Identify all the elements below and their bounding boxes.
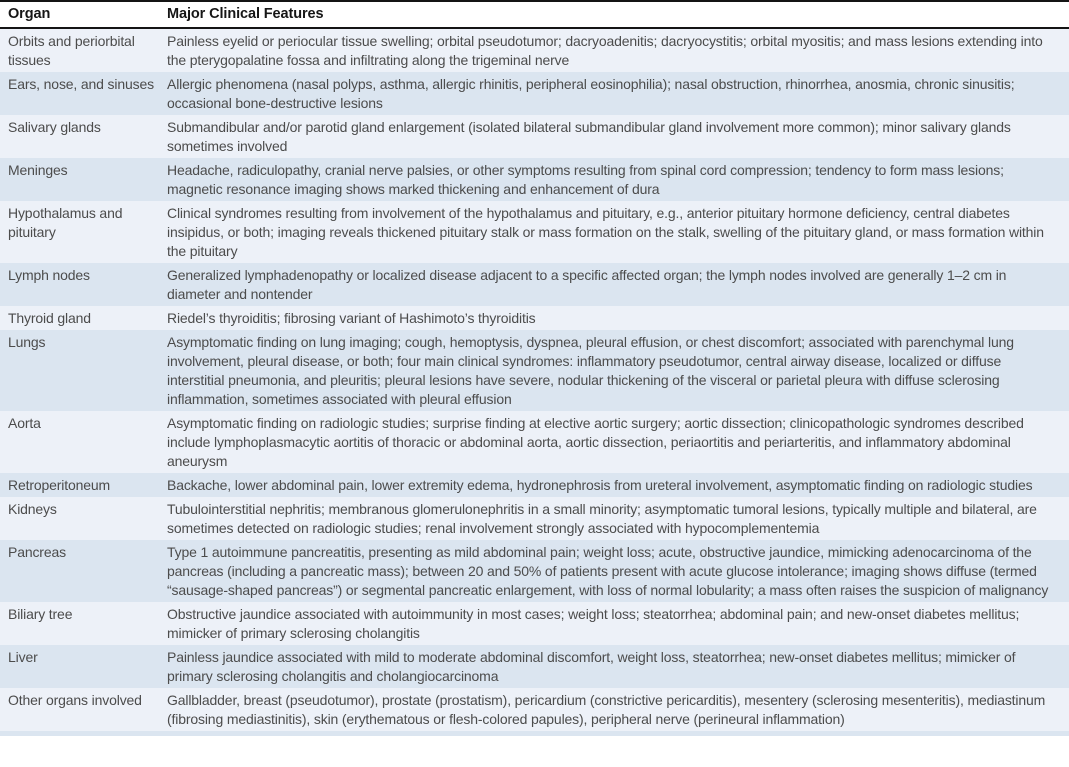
table-row	[0, 72, 1069, 115]
table-row	[0, 645, 1069, 688]
table-row	[0, 263, 1069, 306]
table-row	[0, 330, 1069, 411]
features-cell: Riedel’s thyroiditis; fibrosing variant of Hashimoto’s thyroiditis	[167, 310, 536, 326]
organ-cell: Kidneys	[8, 501, 57, 517]
features-cell: Obstructive jaundice associated with autoimmunity in most cases; weight loss; steatorrhea; abdominal pain; and new-onset diabetes mellitus; mimicker of primary sclerosing cholangitis	[167, 606, 1020, 641]
features-cell: Tubulointerstitial nephritis; membranous glomerulonephritis in a small minority; asymptomatic tumoral lesions, typically multiple and bilateral, are sometimes detected on radiologic studies; renal involvement strongly associated with hypocomplementemia	[167, 501, 1037, 536]
table-row	[0, 602, 1069, 645]
table-row	[0, 688, 1069, 731]
organ-cell: Hypothalamus and pituitary	[8, 205, 123, 240]
organ-cell: Retroperitoneum	[8, 477, 111, 493]
next-row-edge	[0, 731, 1069, 736]
table-row	[0, 411, 1069, 473]
features-cell: Gallbladder, breast (pseudotumor), prostate (prostatism), pericardium (constrictive pericarditis), mesentery (sclerosing mesenteritis), mediastinum (fibrosing mediastinitis), skin (erythematous or flesh-colored papules), peripheral nerve (perineural inflammation)	[167, 692, 1046, 727]
column-header-major-clinical-features: Major Clinical Features	[167, 6, 324, 22]
table-row	[0, 473, 1069, 497]
organ-cell: Other organs involved	[8, 692, 142, 708]
table-row	[0, 540, 1069, 602]
features-cell: Clinical syndromes resulting from involvement of the hypothalamus and pituitary, e.g., anterior pituitary hormone deficiency, central diabetes insipidus, or both; imaging reveals thickened pituitary stalk or mass formation on the stalk, swelling of the pituitary gland, or mass formation within the pituitary	[167, 205, 1044, 259]
organ-cell: Lymph nodes	[8, 267, 90, 283]
organ-cell: Thyroid gland	[8, 310, 91, 326]
table-row	[0, 29, 1069, 72]
features-cell: Painless jaundice associated with mild to moderate abdominal discomfort, weight loss, steatorrhea; new-onset diabetes mellitus; mimicker of primary sclerosing cholangitis and cholangiocarcinoma	[167, 649, 1016, 684]
organ-cell: Lungs	[8, 334, 46, 350]
organ-cell: Pancreas	[8, 544, 66, 560]
table-body	[0, 29, 1069, 731]
features-cell: Submandibular and/or parotid gland enlargement (isolated bilateral submandibular gland involvement more common); minor salivary glands sometimes involved	[167, 119, 1011, 154]
column-header-organ: Organ	[8, 6, 51, 22]
table-row	[0, 158, 1069, 201]
features-cell: Backache, lower abdominal pain, lower extremity edema, hydronephrosis from ureteral involvement, asymptomatic finding on radiologic studies	[167, 477, 1033, 493]
table-row	[0, 115, 1069, 158]
features-cell: Asymptomatic finding on radiologic studies; surprise finding at elective aortic surgery; aortic dissection; clinicopathologic syndromes described include lymphoplasmacytic aortitis of thoracic or abdominal aorta, aortic dissection, periaortitis and periarteritis, and inflammatory abdominal aneurysm	[167, 415, 1024, 469]
organ-cell: Orbits and periorbital tissues	[8, 33, 135, 68]
table-row	[0, 201, 1069, 263]
organ-cell: Meninges	[8, 162, 68, 178]
organ-cell: Liver	[8, 649, 38, 665]
table-row	[0, 306, 1069, 330]
features-cell: Painless eyelid or periocular tissue swelling; orbital pseudotumor; dacryoadenitis; dacryocystitis; orbital myositis; and mass lesions extending into the pterygopalatine fossa and infiltrating along the trigeminal nerve	[167, 33, 1043, 68]
features-cell: Type 1 autoimmune pancreatitis, presenting as mild abdominal pain; weight loss; acute, obstructive jaundice, mimicking adenocarcinoma of the pancreas (including a pancreatic mass); between 20 and 50% of patients present with acute glucose intolerance; imaging shows diffuse (termed “sausage-shaped pancreas”) or segmental pancreatic enlargement, with loss of normal lobularity; a mass often raises the suspicion of malignancy	[167, 544, 1049, 598]
organ-cell: Aorta	[8, 415, 41, 431]
features-cell: Generalized lymphadenopathy or localized disease adjacent to a specific affected organ; the lymph nodes involved are generally 1–2 cm in diameter and nontender	[167, 267, 1007, 302]
table-row	[0, 497, 1069, 540]
features-cell: Allergic phenomena (nasal polyps, asthma, allergic rhinitis, peripheral eosinophilia); nasal obstruction, rhinorrhea, anosmia, chronic sinusitis; occasional bone-destructive lesions	[167, 76, 1015, 111]
organ-cell: Salivary glands	[8, 119, 101, 135]
organ-cell: Biliary tree	[8, 606, 73, 622]
features-cell: Headache, radiculopathy, cranial nerve palsies, or other symptoms resulting from spinal cord compression; tendency to form mass lesions; magnetic resonance imaging shows marked thickening and enhancement of dura	[167, 162, 1004, 197]
organ-cell: Ears, nose, and sinuses	[8, 76, 154, 92]
table-header-row	[0, 0, 1069, 29]
features-cell: Asymptomatic finding on lung imaging; cough, hemoptysis, dyspnea, pleural effusion, or chest discomfort; associated with parenchymal lung involvement, pleural disease, or both; four main clinical syndromes: inflammatory pseudotumor, central airway disease, localized or diffuse interstitial pneumonia, and pleuritis; pleural lesions have severe, nodular thickening of the visceral or parietal pleura with diffuse sclerosing inflammation, sometimes associated with pleural effusion	[167, 334, 1014, 407]
